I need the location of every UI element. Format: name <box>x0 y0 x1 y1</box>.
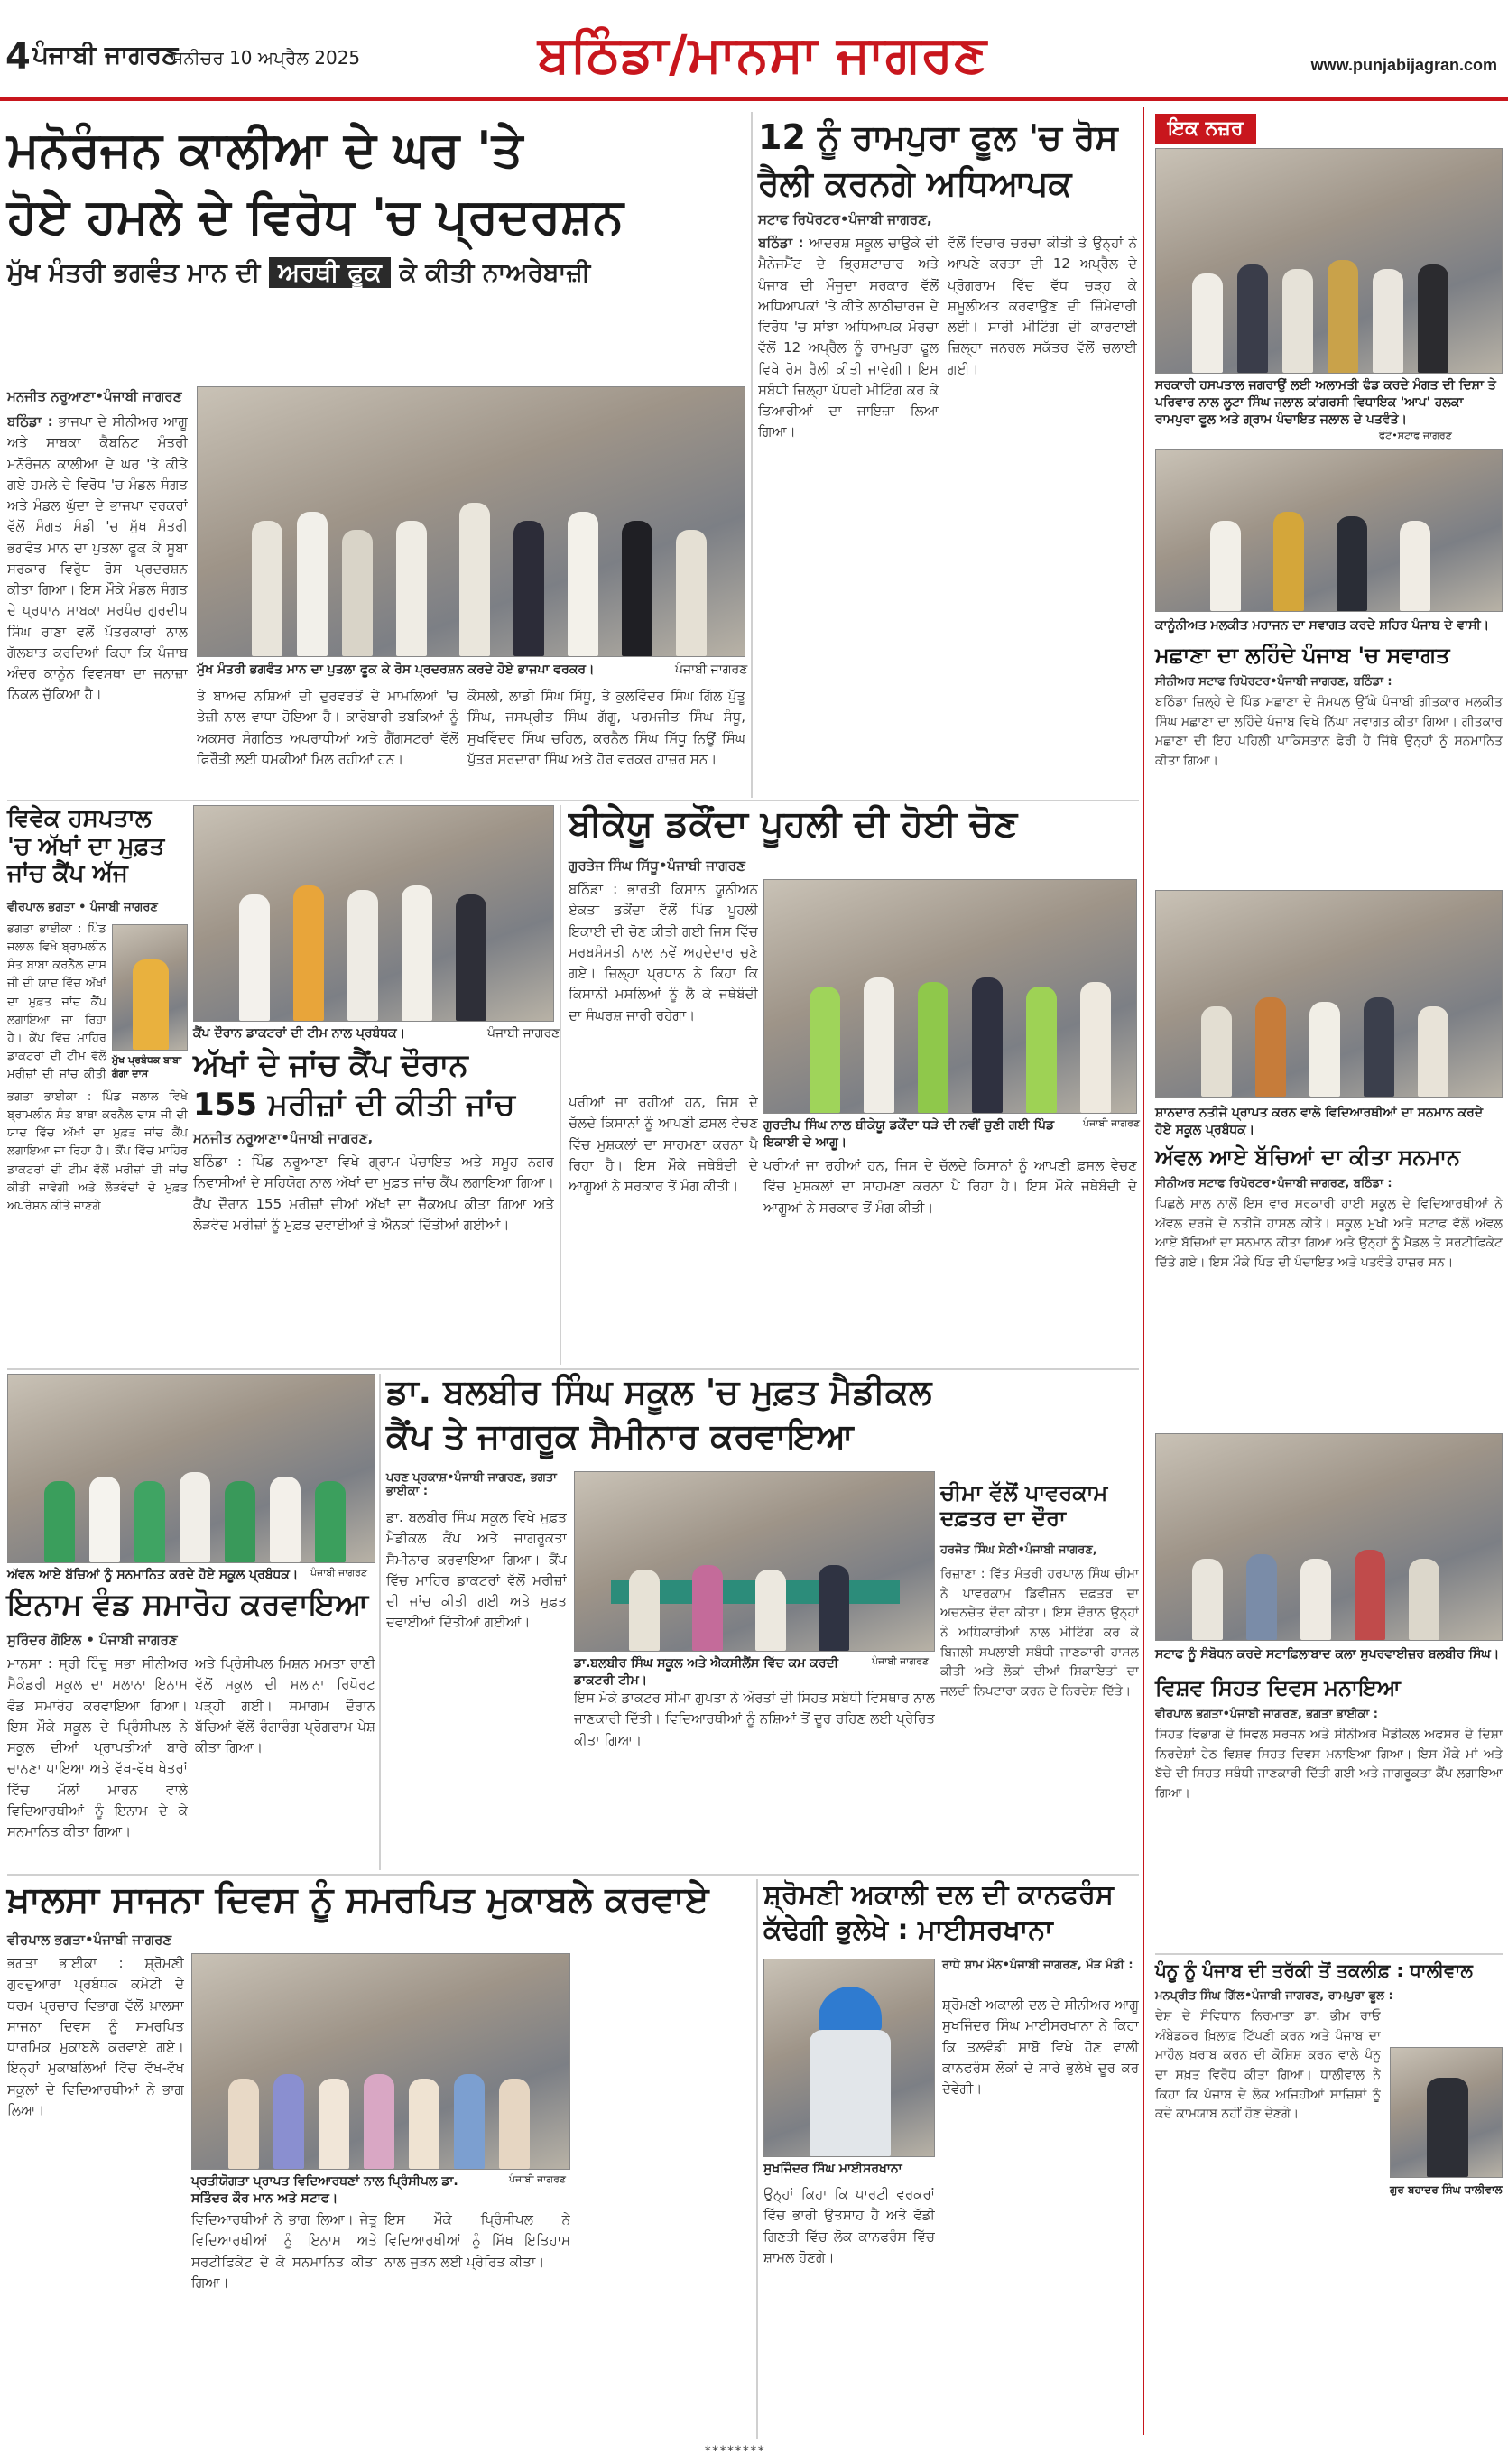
akali-byline: ਰਾਧੇ ਸ਼ਾਮ ਮੌਨ•ਪੰਜਾਬੀ ਜਾਗਰਣ, ਮੌੜ ਮੰਡੀ : <box>942 1959 1133 1972</box>
lead-body-col-4: ਕੌਂਸਲੀ, ਲਾਡੀ ਸਿੰਘ ਸਿੱਧੂ, ਤੇ ਕੁਲਵਿੰਦਰ ਸਿੰਘ ਗਿੱਲ ਪੁੱਤੂ ਸਿੰਘ, ਜਸਪ੍ਰੀਤ ਸਿੰਘ ਗੱਗੂ, ਪਰਮਜੀਤ ਸਿੰਘ ਸੰਧੂ, ਸੁਖਵਿੰਦਰ ਸਿੰਘ ਚਹਿਲ, ਕਰਨੈਲ ਸਿੰਘ ਸਿੱਧੂ ਨਿਊਂ ਸਿੰਘ ਪੁੱਤਰ ਸਰਦਾਰਾ ਸਿੰਘ ਅਤੇ ਹੋਰ ਵਰਕਰ ਹਾਜ਼ਰ ਸਨ। <box>467 688 745 767</box>
khalsa-byline: ਵੀਰਪਾਲ ਭਗਤਾ•ਪੰਜਾਬੀ ਜਾਗਰਣ <box>7 1931 172 1948</box>
welcome-body: ਬਠਿੰਡਾ ਜ਼ਿਲ੍ਹੇ ਦੇ ਪਿੰਡ ਮਛਾਣਾ ਦੇ ਜੰਮਪਲ ਉੱਘੇ ਪੰਜਾਬੀ ਗੀਤਕਾਰ ਮਲਕੀਤ ਸਿੰਘ ਮਛਾਣਾ ਦਾ ਲਹਿੰਦੇ ਪੰਜਾਬ ਵਿਖੇ ਨਿੱਘਾ ਸਵਾਗਤ ਕੀਤਾ ਗਿਆ। ਗੀਤਕਾਰ ਮਛਾਣਾ ਦੀ ਇਹ ਪਹਿਲੀ ਪਾਕਿਸਤਾਨ ਫੇਰੀ ਹੈ ਜਿੱਥੇ ਉਨ੍ਹਾਂ ਨੂੰ ਸਨਮਾਨਿਤ ਕੀਤਾ ਗਿਆ। <box>1155 695 1503 769</box>
prize-body-col-2: ਅਤੇ ਪ੍ਰਿੰਸੀਪਲ ਮਿਸ਼ਨ ਮਮਤਾ ਰਾਣੀ ਵੱਲੋਂ ਸਕੂਲ ਦੀ ਸਲਾਨਾ ਰਿਪੋਰਟ ਪੜ੍ਹੀ ਗਈ। ਸਮਾਗਮ ਦੌਰਾਨ ਬੱਚਿਆਂ ਵੱਲੋਂ ਰੰਗਾਰੰਗ ਪ੍ਰੋਗਰਾਮ ਪੇਸ਼ ਕੀਤਾ ਗਿਆ। <box>195 1655 375 1755</box>
eye-side-body: ਭਗਤਾ ਭਾਈਕਾ : ਪਿੰਡ ਜਲਾਲ ਵਿਖੇ ਬ੍ਰਾਮਲੀਨ ਸੰਤ ਬਾਬਾ ਕਰਨੈਲ ਦਾਸ ਜੀ ਦੀ ਯਾਦ ਵਿੱਚ ਅੱਖਾਂ ਦਾ ਮੁਫ਼ਤ ਜਾਂਚ ਕੈਂਪ ਲਗਾਇਆ ਜਾ ਰਿਹਾ ਹੈ। ਕੈਂਪ ਵਿੱਚ ਮਾਹਿਰ ਡਾਕਟਰਾਂ ਦੀ ਟੀਮ ਵੱਲੋਂ ਮਰੀਜ਼ਾਂ ਦੀ ਜਾਂਚ ਕੀਤੀ <box>7 922 106 1082</box>
eye-camp-headline-2: 155 ਮਰੀਜ਼ਾਂ ਦੀ ਕੀਤੀ ਜਾਂਚ <box>193 1087 515 1124</box>
footer-mark: ******** <box>704 2444 765 2459</box>
cheema-headline-1: ਚੀਮਾ ਵੱਲੋਂ ਪਾਵਰਕਾਮ <box>940 1480 1108 1505</box>
eye-side-head-3: ਜਾਂਚ ਕੈਂਪ ਅੱਜ <box>7 860 128 888</box>
lead-sub-pre: ਮੁੱਖ ਮੰਤਰੀ ਭਗਵੰਤ ਮਾਨ ਦੀ <box>7 257 261 288</box>
eye-camp-body: ਬਠਿੰਡਾ : ਪਿੰਡ ਨਰੂਆਣਾ ਵਿਖੇ ਗ੍ਰਾਮ ਪੰਚਾਇਤ ਅਤੇ ਸਮੂਹ ਨਗਰ ਨਿਵਾਸੀਆਂ ਦੇ ਸਹਿਯੋਗ ਨਾਲ ਅੱਖਾਂ ਦਾ ਮੁਫ਼ਤ ਜਾਂਚ ਕੈਂਪ ਲਗਾਇਆ ਗਿਆ। ਕੈਂਪ ਦੌਰਾਨ 155 ਮਰੀਜ਼ਾਂ ਦੀਆਂ ਅੱਖਾਂ ਦਾ ਚੈੱਕਅਪ ਕੀਤਾ ਗਿਆ ਅਤੇ ਲੋੜਵੰਦ ਮਰੀਜ਼ਾਂ ਨੂੰ ਮੁਫ਼ਤ ਦਵਾਈਆਂ ਤੇ ਐਨਕਾਂ ਦਿੱਤੀਆਂ ਗਈਆਂ। <box>193 1153 554 1233</box>
medical-byline: ਪਰਣ ਪ੍ਰਕਾਸ਼•ਪੰਜਾਬੀ ਜਾਗਰਣ, ਭਗਤਾ ਭਾਈਕਾ : <box>386 1471 557 1498</box>
column-rule-4 <box>756 1879 758 2439</box>
rally-byline: ਸਟਾਫ ਰਿਪੋਰਟਰ•ਪੰਜਾਬੀ ਜਾਗਰਣ, <box>758 211 932 227</box>
lead-byline: ਮਨਜੀਤ ਨਰੂਆਣਾ•ਪੰਜਾਬੀ ਜਾਗਰਣ <box>7 388 182 404</box>
bku-photo <box>763 879 1137 1114</box>
medical-body: ਡਾ. ਬਲਬੀਰ ਸਿੰਘ ਸਕੂਲ ਵਿਖੇ ਮੁਫ਼ਤ ਮੈਡੀਕਲ ਕੈਂਪ ਅਤੇ ਜਾਗਰੂਕਤਾ ਸੈਮੀਨਾਰ ਕਰਵਾਇਆ ਗਿਆ। ਕੈਂਪ ਵਿੱਚ ਮਾਹਿਰ ਡਾਕਟਰਾਂ ਵੱਲੋਂ ਮਰੀਜ਼ਾਂ ਦੀ ਜਾਂਚ ਕੀਤੀ ਗਈ ਅਤੇ ਮੁਫ਼ਤ ਦਵਾਈਆਂ ਦਿੱਤੀਆਂ ਗਈਆਂ। <box>386 1509 567 1631</box>
lead-sub-post: ਕੇ ਕੀਤੀ ਨਾਅਰੇਬਾਜ਼ੀ <box>399 257 591 288</box>
masthead <box>0 0 1508 107</box>
masthead-rule <box>0 97 1508 101</box>
prize-photo-caption: ਅੱਵਲ ਆਏ ਬੱਚਿਆਂ ਨੂੰ ਸਨਮਾਨਿਤ ਕਰਦੇ ਹੋਏ ਸਕੂਲ ਪ੍ਰਬੰਧਕ। <box>7 1568 299 1582</box>
brand-name: ਪੰਜਾਬੀ ਜਾਗਰਣ <box>32 40 179 69</box>
rally-headline-block <box>758 117 1137 204</box>
khalsa-body-col-3: ਇਸ ਮੌਕੇ ਪ੍ਰਿੰਸੀਪਲ ਨੇ ਵਿਦਿਆਰਥੀਆਂ ਨੂੰ ਸਿੱਖ ਇਤਿਹਾਸ ਨਾਲ ਜੁੜਨ ਲਈ ਪ੍ਰੇਰਿਤ ਕੀਤਾ। <box>384 2211 570 2270</box>
dhaliwal-headline: ਪੰਨੂ ਨੂੰ ਪੰਜਾਬ ਦੀ ਤਰੱਕੀ ਤੋਂ ਤਕਲੀਫ਼ : ਧਾਲੀਵਾਲ <box>1155 1959 1473 1981</box>
lead-headline-block <box>7 121 747 288</box>
eye-side-head-1: ਵਿਵੇਕ ਹਸਪਤਾਲ <box>7 805 152 832</box>
akali-body: ਸ਼੍ਰੋਮਣੀ ਅਕਾਲੀ ਦਲ ਦੇ ਸੀਨੀਅਰ ਆਗੂ ਸੁਖਜਿੰਦਰ ਸਿੰਘ ਮਾਈਸਰਖਾਨਾ ਨੇ ਕਿਹਾ ਕਿ ਤਲਵੰਡੀ ਸਾਬੋ ਵਿਖੇ ਹੋਣ ਵਾਲੀ ਕਾਨਫਰੰਸ ਲੋਕਾਂ ਦੇ ਸਾਰੇ ਭੁਲੇਖੇ ਦੂਰ ਕਰ ਦੇਵੇਗੀ। <box>942 1996 1139 2097</box>
akali-headline-block <box>763 1879 1139 1947</box>
rally-body-text: ਆਦਰਸ਼ ਸਕੂਲ ਚਾਉਕੇ ਦੀ ਮੈਨੇਜਮੈਂਟ ਦੇ ਭ੍ਰਿਸ਼ਟਾਚਾਰ ਅਤੇ ਪੰਜਾਬ ਦੀ ਮੌਜੂਦਾ ਸਰਕਾਰ ਵੱਲੋਂ ਅਧਿਆਪਕਾਂ 'ਤੇ ਕੀਤੇ ਲਾਠੀਚਾਰਜ ਦੇ ਵਿਰੋਧ 'ਚ ਸਾਂਝਾ ਅਧਿਆਪਕ ਮੋਰਚਾ ਵੱਲੋਂ 12 ਅਪ੍ਰੈਲ ਨੂੰ ਰਾਮਪੁਰਾ ਫੂਲ ਵਿਖੇ ਰੋਸ ਰੈਲੀ ਕੀਤੀ ਜਾਵੇਗੀ। ਇਸ ਸਬੰਧੀ ਜ਼ਿਲ੍ਹਾ ਪੱਧਰੀ ਮੀਟਿੰਗ ਕਰ ਕੇ ਤਿਆਰੀਆਂ ਦਾ ਜਾਇਜ਼ਾ ਲਿਆ ਗਿਆ। <box>758 235 939 440</box>
column-rule-2 <box>560 805 561 1365</box>
bku-photo-credit: ਪੰਜਾਬੀ ਜਾਗਰਣ <box>1083 1117 1141 1129</box>
medical-headline-block <box>386 1372 1108 1457</box>
bku-photo-caption: ਗੁਰਦੀਪ ਸਿੰਘ ਨਾਲ ਬੀਕੇਯੂ ਡਕੌਂਦਾ ਧੜੇ ਦੀ ਨਵੀਂ ਚੁਣੀ ਗਈ ਪਿੰਡ ਇਕਾਈ ਦੇ ਆਗੂ। <box>763 1118 1055 1150</box>
bku-body: ਬਠਿੰਡਾ : ਭਾਰਤੀ ਕਿਸਾਨ ਯੂਨੀਅਨ ਏਕਤਾ ਡਕੌਂਦਾ ਵੱਲੋਂ ਪਿੰਡ ਪੂਹਲੀ ਇਕਾਈ ਦੀ ਚੋਣ ਕੀਤੀ ਗਈ ਜਿਸ ਵਿੱਚ ਸਰਬਸੰਮਤੀ ਨਾਲ ਨਵੇਂ ਅਹੁਦੇਦਾਰ ਚੁਣੇ ਗਏ। ਜ਼ਿਲ੍ਹਾ ਪ੍ਰਧਾਨ ਨੇ ਕਿਹਾ ਕਿ ਕਿਸਾਨੀ ਮਸਲਿਆਂ ਨੂੰ ਲੈ ਕੇ ਜਥੇਬੰਦੀ ਦਾ ਸੰਘਰਸ਼ ਜਾਰੀ ਰਹੇਗਾ। <box>569 881 758 1024</box>
akali-body-col-2: ਉਨ੍ਹਾਂ ਕਿਹਾ ਕਿ ਪਾਰਟੀ ਵਰਕਰਾਂ ਵਿੱਚ ਭਾਰੀ ਉਤਸ਼ਾਹ ਹੈ ਅਤੇ ਵੱਡੀ ਗਿਣਤੀ ਵਿੱਚ ਲੋਕ ਕਾਨਫਰੰਸ ਵਿੱਚ ਸ਼ਾਮਲ ਹੋਣਗੇ। <box>763 2186 935 2265</box>
bku-byline: ਗੁਰਤੇਜ ਸਿੰਘ ਸਿੱਧੂ•ਪੰਜਾਬੀ ਜਾਗਰਣ <box>569 857 745 874</box>
lead-dateline: ਬਠਿੰਡਾ : <box>7 413 53 430</box>
dhaliwal-portrait-caption: ਗੁਰ ਬਹਾਦਰ ਸਿੰਘ ਧਾਲੀਵਾਲ <box>1390 2183 1503 2196</box>
rally-body-col-2: ਵੱਲੋਂ ਵਿਚਾਰ ਚਰਚਾ ਕੀਤੀ ਤੇ ਉਨ੍ਹਾਂ ਨੇ ਆਪਣੇ ਕਰਤਾ ਦੀ 12 ਅਪ੍ਰੈਲ ਦੇ ਪ੍ਰੋਗਰਾਮ ਵਿੱਚ ਵੱਧ ਚੜ੍ਹ ਕੇ ਸ਼ਮੂਲੀਅਤ ਕਰਵਾਉਣ ਦੀ ਜ਼ਿੰਮੇਵਾਰੀ ਲਈ। ਸਾਰੀ ਮੀਟਿੰਗ ਦੀ ਕਾਰਵਾਈ ਜ਼ਿਲ੍ਹਾ ਜਨਰਲ ਸਕੱਤਰ ਵੱਲੋਂ ਚਲਾਈ ਗਈ। <box>948 235 1137 377</box>
honor-headline: ਅੱਵਲ ਆਏ ਬੱਚਿਆਂ ਦਾ ਕੀਤਾ ਸਨਮਾਨ <box>1155 1144 1461 1170</box>
health-body: ਸਿਹਤ ਵਿਭਾਗ ਦੇ ਸਿਵਲ ਸਰਜਨ ਅਤੇ ਸੀਨੀਅਰ ਮੈਡੀਕਲ ਅਫਸਰ ਦੇ ਦਿਸ਼ਾ ਨਿਰਦੇਸ਼ਾਂ ਹੇਠ ਵਿਸ਼ਵ ਸਿਹਤ ਦਿਵਸ ਮਨਾਇਆ ਗਿਆ। ਇਸ ਮੌਕੇ ਮਾਂ ਅਤੇ ਬੱਚੇ ਦੀ ਸਿਹਤ ਸਬੰਧੀ ਜਾਣਕਾਰੀ ਦਿੱਤੀ ਗਈ ਅਤੇ ਜਾਗਰੂਕਤਾ ਕੈਂਪ ਲਗਾਇਆ ਗਿਆ। <box>1155 1728 1503 1802</box>
khalsa-photo <box>191 1953 570 2170</box>
eye-side-portrait-caption: ਮੁੱਖ ਪ੍ਰਬੰਧਕ ਬਾਬਾ ਗੰਗਾ ਦਾਸ <box>112 1054 182 1079</box>
khalsa-body-col-2: ਵਿਦਿਆਰਥੀਆਂ ਨੇ ਭਾਗ ਲਿਆ। ਜੇਤੂ ਵਿਦਿਆਰਥੀਆਂ ਨੂੰ ਇਨਾਮ ਅਤੇ ਸਰਟੀਫਿਕੇਟ ਦੇ ਕੇ ਸਨਮਾਨਿਤ ਕੀਤਾ ਗਿਆ। <box>191 2211 377 2291</box>
prize-photo <box>7 1374 375 1563</box>
akali-portrait-caption: ਸੁਖਜਿੰਦਰ ਸਿੰਘ ਮਾਈਸਰਖਾਨਾ <box>763 2162 902 2176</box>
dhaliwal-body: ਦੇਸ਼ ਦੇ ਸੰਵਿਧਾਨ ਨਿਰਮਾਤਾ ਡਾ. ਭੀਮ ਰਾਓ ਅੰਬੇਡਕਰ ਖ਼ਿਲਾਫ਼ ਟਿੱਪਣੀ ਕਰਨ ਅਤੇ ਪੰਜਾਬ ਦਾ ਮਾਹੌਲ ਖ਼ਰਾਬ ਕਰਨ ਦੀ ਕੋਸ਼ਿਸ਼ ਕਰਨ ਵਾਲੇ ਪੰਨੂ ਦਾ ਸਖ਼ਤ ਵਿਰੋਧ ਕੀਤਾ ਗਿਆ। ਧਾਲੀਵਾਲ ਨੇ ਕਿਹਾ ਕਿ ਪੰਜਾਬ ਦੇ ਲੋਕ ਅਜਿਹੀਆਂ ਸਾਜ਼ਿਸ਼ਾਂ ਨੂੰ ਕਦੇ ਕਾਮਯਾਬ ਨਹੀਂ ਹੋਣ ਦੇਣਗੇ। <box>1155 2009 1381 2122</box>
cheema-body: ਰਿਜ਼ਾਣਾ : ਵਿੱਤ ਮੰਤਰੀ ਹਰਪਾਲ ਸਿੰਘ ਚੀਮਾ ਨੇ ਪਾਵਰਕਾਮ ਡਿਵੀਜ਼ਨ ਦਫ਼ਤਰ ਦਾ ਅਚਨਚੇਤ ਦੌਰਾ ਕੀਤਾ। ਇਸ ਦੌਰਾਨ ਉਨ੍ਹਾਂ ਨੇ ਅਧਿਕਾਰੀਆਂ ਨਾਲ ਮੀਟਿੰਗ ਕਰ ਕੇ ਬਿਜਲੀ ਸਪਲਾਈ ਸਬੰਧੀ ਜਾਣਕਾਰੀ ਹਾਸਲ ਕੀਤੀ ਅਤੇ ਲੋਕਾਂ ਦੀਆਂ ਸ਼ਿਕਾਇਤਾਂ ਦਾ ਜਲਦੀ ਨਿਪਟਾਰਾ ਕਰਨ ਦੇ ਨਿਰਦੇਸ਼ ਦਿੱਤੇ। <box>940 1567 1139 1700</box>
prize-photo-credit: ਪੰਜਾਬੀ ਜਾਗਰਣ <box>310 1567 368 1579</box>
khalsa-body: ਭਗਤਾ ਭਾਈਕਾ : ਸ਼੍ਰੋਮਣੀ ਗੁਰਦੁਆਰਾ ਪ੍ਰਬੰਧਕ ਕਮੇਟੀ ਦੇ ਧਰਮ ਪ੍ਰਚਾਰ ਵਿਭਾਗ ਵੱਲੋਂ ਖ਼ਾਲਸਾ ਸਾਜਨਾ ਦਿਵਸ ਨੂੰ ਸਮਰਪਿਤ ਧਾਰਮਿਕ ਮੁਕਾਬਲੇ ਕਰਵਾਏ ਗਏ। ਇਨ੍ਹਾਂ ਮੁਕਾਬਲਿਆਂ ਵਿੱਚ ਵੱਖ-ਵੱਖ ਸਕੂਲਾਂ ਦੇ ਵਿਦਿਆਰਥੀਆਂ ਨੇ ਭਾਗ ਲਿਆ। <box>7 1955 184 2118</box>
eye-camp-byline: ਮਨਜੀਤ ਨਰੂਆਣਾ•ਪੰਜਾਬੀ ਜਾਗਰਣ, <box>193 1130 374 1146</box>
akali-headline-1: ਸ਼੍ਰੋਮਣੀ ਅਕਾਲੀ ਦਲ ਦੀ ਕਾਨਫਰੰਸ <box>763 1879 1114 1911</box>
sidebar-photo-4 <box>1155 1433 1503 1641</box>
khalsa-photo-credit: ਪੰਜਾਬੀ ਜਾਗਰਣ <box>509 2173 567 2185</box>
khalsa-photo-caption: ਪ੍ਰਤੀਯੋਗਤਾ ਪ੍ਰਾਪਤ ਵਿਦਿਆਰਥਣਾਂ ਨਾਲ ਪ੍ਰਿੰਸੀਪਲ ਡਾ. ਸਤਿੰਦਰ ਕੌਰ ਮਾਨ ਅਤੇ ਸਟਾਫ। <box>191 2174 458 2206</box>
sidebar-rule <box>1155 1953 1503 1955</box>
dhaliwal-byline: ਮਨਪ੍ਰੀਤ ਸਿੰਘ ਗਿੱਲ•ਪੰਜਾਬੀ ਜਾਗਰਣ, ਰਾਮਪੁਰਾ ਫੂਲ : <box>1155 1989 1393 2003</box>
bku-body-cont: ਪਰੀਆਂ ਜਾ ਰਹੀਆਂ ਹਨ, ਜਿਸ ਦੇ ਚੱਲਦੇ ਕਿਸਾਨਾਂ ਨੂੰ ਆਪਣੀ ਫ਼ਸਲ ਵੇਚਣ ਵਿੱਚ ਮੁਸ਼ਕਲਾਂ ਦਾ ਸਾਹਮਣਾ ਕਰਨਾ ਪੈ ਰਿਹਾ ਹੈ। ਇਸ ਮੌਕੇ ਜਥੇਬੰਦੀ ਦੇ ਆਗੂਆਂ ਨੇ ਸਰਕਾਰ ਤੋਂ ਮੰਗ ਕੀਤੀ। <box>569 1094 758 1194</box>
lead-headline-line-1: ਮਨੋਰੰਜਨ ਕਾਲੀਆ ਦੇ ਘਰ 'ਤੇ <box>7 121 523 178</box>
cheema-byline: ਹਰਜੋਤ ਸਿੰਘ ਸੇਠੀ•ਪੰਜਾਬੀ ਜਾਗਰਣ, <box>940 1543 1097 1557</box>
eye-side-head-2: 'ਚ ਅੱਖਾਂ ਦਾ ਮੁਫ਼ਤ <box>7 832 165 860</box>
sidebar-photo-1 <box>1155 148 1503 374</box>
akali-headline-2: ਕੱਢੇਗੀ ਭੁਲੇਖੇ : ਮਾਈਸਰਖਾਨਾ <box>763 1914 1053 1947</box>
honor-byline: ਸੀਨੀਅਰ ਸਟਾਫ ਰਿਪੋਰਟਰ•ਪੰਜਾਬੀ ਜਾਗਰਣ, ਬਠਿੰਡਾ : <box>1155 1177 1392 1190</box>
page-number: 4 <box>5 36 31 78</box>
section-rule-2 <box>7 1368 1139 1370</box>
medical-photo-caption: ਡਾ.ਬਲਬੀਰ ਸਿੰਘ ਸਕੂਲ ਅਤੇ ਐਕਸੀਲੈਂਸ ਵਿੱਚ ਕਮ ਕਰਦੀ ਡਾਕਟਰੀ ਟੀਮ। <box>574 1656 839 1688</box>
akali-portrait <box>763 1959 935 2157</box>
sidebar-caption-2: ਕਾਨੂੰਨੀਅਤ ਮਲਕੀਤ ਮਹਾਜਨ ਦਾ ਸਵਾਗਤ ਕਰਦੇ ਸ਼ਹਿਰ ਪੰਜਾਬ ਦੇ ਵਾਸੀ। <box>1155 618 1490 633</box>
health-headline: ਵਿਸ਼ਵ ਸਿਹਤ ਦਿਵਸ ਮਨਾਇਆ <box>1155 1675 1401 1700</box>
lead-subheadline <box>7 257 747 288</box>
health-byline: ਵੀਰਪਾਲ ਭਗਤਾ•ਪੰਜਾਬੀ ਜਾਗਰਣ, ਭਗਤਾ ਭਾਈਕਾ : <box>1155 1708 1378 1721</box>
rally-headline-line-2: ਰੈਲੀ ਕਰਨਗੇ ਅਧਿਆਪਕ <box>758 162 1072 203</box>
sidebar-caption-3: ਸ਼ਾਨਦਾਰ ਨਤੀਜੇ ਪ੍ਰਾਪਤ ਕਰਨ ਵਾਲੇ ਵਿਦਿਆਰਥੀਆਂ ਦਾ ਸਨਮਾਨ ਕਰਦੇ ਹੋਏ ਸਕੂਲ ਪ੍ਰਬੰਧਕ। <box>1155 1106 1484 1137</box>
sidebar-photo-2 <box>1155 449 1503 612</box>
rally-dateline: ਬਠਿੰਡਾ : <box>758 235 804 251</box>
eye-camp-photo <box>193 805 554 1022</box>
rally-body <box>758 233 939 792</box>
eye-camp-photo-caption: ਕੈਂਪ ਦੌਰਾਨ ਡਾਕਟਰਾਂ ਦੀ ਟੀਮ ਨਾਲ ਪ੍ਰਬੰਧਕ। <box>193 1026 406 1041</box>
section-rule-3 <box>7 1874 1139 1876</box>
welcome-headline: ਮਛਾਣਾ ਦਾ ਲਹਿੰਦੇ ਪੰਜਾਬ 'ਚ ਸਵਾਗਤ <box>1155 643 1450 668</box>
medical-headline-2: ਕੈਂਪ ਤੇ ਜਾਗਰੂਕ ਸੈਮੀਨਾਰ ਕਰਵਾਇਆ <box>386 1415 854 1456</box>
eye-camp-side-headline <box>7 805 188 888</box>
eye-side-body-cont: ਭਗਤਾ ਭਾਈਕਾ : ਪਿੰਡ ਜਲਾਲ ਵਿਖੇ ਬ੍ਰਾਮਲੀਨ ਸੰਤ ਬਾਬਾ ਕਰਨੈਲ ਦਾਸ ਜੀ ਦੀ ਯਾਦ ਵਿੱਚ ਅੱਖਾਂ ਦਾ ਮੁਫ਼ਤ ਜਾਂਚ ਕੈਂਪ ਲਗਾਇਆ ਜਾ ਰਿਹਾ ਹੈ। ਕੈਂਪ ਵਿੱਚ ਮਾਹਿਰ ਡਾਕਟਰਾਂ ਦੀ ਟੀਮ ਵੱਲੋਂ ਮਰੀਜ਼ਾਂ ਦੀ ਜਾਂਚ ਕੀਤੀ ਜਾਵੇਗੀ ਅਤੇ ਲੋੜਵੰਦਾਂ ਦੇ ਮੁਫ਼ਤ ਅਪਰੇਸ਼ਨ ਕੀਤੇ ਜਾਣਗੇ। <box>7 1090 188 1213</box>
lead-headline-line-2: ਹੋਏ ਹਮਲੇ ਦੇ ਵਿਰੋਧ 'ਚ ਪ੍ਰਦਰਸ਼ਨ <box>7 187 624 245</box>
lead-body <box>7 412 188 736</box>
sidebar-caption-4: ਸਟਾਫ ਨੂੰ ਸੰਬੋਧਨ ਕਰਦੇ ਸਟਾਫ਼ਿਲਾਬਾਦ ਕਲਾ ਸੁਪਰਵਾਈਜ਼ਰ ਬਲਬੀਰ ਸਿੰਘ। <box>1155 1647 1500 1662</box>
lead-body-col-3: ਤੇ ਬਾਅਦ ਨਸ਼ਿਆਂ ਦੀ ਦੁਰਵਰਤੋਂ ਦੇ ਮਾਮਲਿਆਂ 'ਚ ਤੇਜ਼ੀ ਨਾਲ ਵਾਧਾ ਹੋਇਆ ਹੈ। ਕਾਰੋਬਾਰੀ ਤਬਕਿਆਂ ਨੂੰ ਅਕਸਰ ਸੰਗਠਿਤ ਅਪਰਾਧੀਆਂ ਅਤੇ ਗੈਂਗਸਟਰਾਂ ਵੱਲੋਂ ਫਿਰੌਤੀ ਲਈ ਧਮਕੀਆਂ ਮਿਲ ਰਹੀਆਂ ਹਨ। <box>197 688 458 767</box>
site-url[interactable]: www.punjabijagran.com <box>1310 56 1497 74</box>
medical-headline-1: ਡਾ. ਬਲਬੀਰ ਸਿੰਘ ਸਕੂਲ 'ਚ ਮੁਫ਼ਤ ਮੈਡੀਕਲ <box>386 1372 932 1412</box>
sidebar-caption-1: ਸਰਕਾਰੀ ਹਸਪਤਾਲ ਜਗਰਾਉਂ ਲਈ ਅਲਾਮਤੀ ਫੰਡ ਕਰਦੇ ਮੰਗਤ ਦੀ ਦਿਸ਼ਾ ਤੇ ਪਰਿਵਾਰ ਨਾਲ ਲੂਟਾ ਸਿੰਘ ਜਲਾਲ ਕਾਂਗਰਸੀ ਵਿਧਾਇਕ 'ਆਪ' ਹਲਕਾ ਰਾਮਪੁਰਾ ਫੂਲ ਅਤੇ ਗ੍ਰਾਮ ਪੰਚਾਇਤ ਜਲਾਲ ਦੇ ਪਤਵੰਤੇ। <box>1155 378 1496 427</box>
bku-headline: ਬੀਕੇਯੂ ਡਕੌਂਦਾ ਪੂਹਲੀ ਦੀ ਹੋਈ ਚੋਣ <box>569 803 1018 845</box>
bku-body-col-2: ਪਰੀਆਂ ਜਾ ਰਹੀਆਂ ਹਨ, ਜਿਸ ਦੇ ਚੱਲਦੇ ਕਿਸਾਨਾਂ ਨੂੰ ਆਪਣੀ ਫ਼ਸਲ ਵੇਚਣ ਵਿੱਚ ਮੁਸ਼ਕਲਾਂ ਦਾ ਸਾਹਮਣਾ ਕਰਨਾ ਪੈ ਰਿਹਾ ਹੈ। ਇਸ ਮੌਕੇ ਜਥੇਬੰਦੀ ਦੇ ਆਗੂਆਂ ਨੇ ਸਰਕਾਰ ਤੋਂ ਮੰਗ ਕੀਤੀ। <box>763 1157 1137 1216</box>
lead-photo <box>197 386 745 657</box>
rally-headline-line-1: 12 ਨੂੰ ਰਾਮਪੁਰਾ ਫੂਲ 'ਚ ਰੋਸ <box>758 117 1118 157</box>
medical-photo <box>574 1471 935 1652</box>
sidebar-photo-3 <box>1155 890 1503 1098</box>
cheema-headline-block <box>940 1480 1139 1532</box>
medical-body-col-2: ਇਸ ਮੌਕੇ ਡਾਕਟਰ ਸੀਮਾ ਗੁਪਤਾ ਨੇ ਔਰਤਾਂ ਦੀ ਸਿਹਤ ਸਬੰਧੀ ਵਿਸਥਾਰ ਨਾਲ ਜਾਣਕਾਰੀ ਦਿੱਤੀ। ਵਿਦਿਆਰਥੀਆਂ ਨੂੰ ਨਸ਼ਿਆਂ ਤੋਂ ਦੂਰ ਰਹਿਣ ਲਈ ਪ੍ਰੇਰਿਤ ਕੀਤਾ ਗਿਆ। <box>574 1690 935 1748</box>
dhaliwal-portrait <box>1390 2047 1503 2178</box>
lead-photo-caption: ਮੁੱਖ ਮੰਤਰੀ ਭਗਵੰਤ ਮਾਨ ਦਾ ਪੁਤਲਾ ਫੂਕ ਕੇ ਰੋਸ ਪ੍ਰਦਰਸ਼ਨ ਕਰਦੇ ਹੋਏ ਭਾਜਪਾ ਵਰਕਰ। <box>197 662 595 677</box>
column-rule-3 <box>379 1374 381 1870</box>
eye-camp-headline-1: ਅੱਖਾਂ ਦੇ ਜਾਂਚ ਕੈਂਪ ਦੌਰਾਨ <box>193 1047 468 1083</box>
eye-side-byline: ਵੀਰਪਾਲ ਭਗਤਾ • ਪੰਜਾਬੀ ਜਾਗਰਣ <box>7 901 158 914</box>
edition-title: ਬਠਿੰਡਾ/ਮਾਨਸਾ ਜਾਗਰਣ <box>538 25 988 84</box>
prize-headline: ਇਨਾਮ ਵੰਡ ਸਮਾਰੋਹ ਕਰਵਾਇਆ <box>7 1587 369 1623</box>
welcome-byline: ਸੀਨੀਅਰ ਸਟਾਫ ਰਿਪੋਰਟਰ•ਪੰਜਾਬੀ ਜਾਗਰਣ, ਬਠਿੰਡਾ : <box>1155 675 1392 689</box>
eye-camp-headline-block <box>193 1047 563 1123</box>
eye-camp-photo-credit: ਪੰਜਾਬੀ ਜਾਗਰਣ <box>487 1026 560 1041</box>
prize-byline: ਸੁਰਿੰਦਰ ਗੋਇਲ • ਪੰਜਾਬੀ ਜਾਗਰਣ <box>7 1632 178 1648</box>
lead-photo-credit: ਪੰਜਾਬੀ ਜਾਗਰਣ <box>675 662 748 677</box>
cheema-headline-2: ਦਫ਼ਤਰ ਦਾ ਦੌਰਾ <box>940 1505 1066 1532</box>
lead-body-text: ਭਾਜਪਾ ਦੇ ਸੀਨੀਅਰ ਆਗੂ ਅਤੇ ਸਾਬਕਾ ਕੈਬਨਿਟ ਮੰਤਰੀ ਮਨੋਰੰਜਨ ਕਾਲੀਆ ਦੇ ਘਰ 'ਤੇ ਕੀਤੇ ਗਏ ਹਮਲੇ ਦੇ ਵਿਰੋਧ 'ਚ ਮੰਡਲ ਸੰਗਤ ਅਤੇ ਮੰਡਲ ਘੁੱਦਾ ਦੇ ਭਾਜਪਾ ਵਰਕਰਾਂ ਵੱਲੋਂ ਸੰਗਤ ਮੰਡੀ 'ਚ ਮੁੱਖ ਮੰਤਰੀ ਭਗਵੰਤ ਮਾਨ ਦਾ ਪੁਤਲਾ ਫੂਕ ਕੇ ਸੂਬਾ ਸਰਕਾਰ ਵਿਰੁੱਧ ਰੋਸ ਪ੍ਰਦਰਸ਼ਨ ਕੀਤਾ ਗਿਆ। ਇਸ ਮੌਕੇ ਮੰਡਲ ਸੰਗਤ ਦੇ ਪ੍ਰਧਾਨ ਸਾਬਕਾ ਸਰਪੰਚ ਗੁਰਦੀਪ ਸਿੰਘ ਰਾਣਾ ਵਲੋਂ ਪੱਤਰਕਾਰਾਂ ਨਾਲ ਗੱਲਬਾਤ ਕਰਦਿਆਂ ਕਿਹਾ ਕਿ ਪੰਜਾਬ ਅੰਦਰ ਕਾਨੂੰਨ ਵਿਵਸਥਾ ਦਾ ਜਨਾਜ਼ਾ ਨਿਕਲ ਚੁੱਕਿਆ ਹੈ। <box>7 413 188 703</box>
honor-body: ਪਿਛਲੇ ਸਾਲ ਨਾਲੋਂ ਇਸ ਵਾਰ ਸਰਕਾਰੀ ਹਾਈ ਸਕੂਲ ਦੇ ਵਿਦਿਆਰਥੀਆਂ ਨੇ ਅੱਵਲ ਦਰਜੇ ਦੇ ਨਤੀਜੇ ਹਾਸਲ ਕੀਤੇ। ਸਕੂਲ ਮੁਖੀ ਅਤੇ ਸਟਾਫ ਵੱਲੋਂ ਅੱਵਲ ਆਏ ਬੱਚਿਆਂ ਦਾ ਸਨਮਾਨ ਕੀਤਾ ਗਿਆ ਅਤੇ ਉਨ੍ਹਾਂ ਨੂੰ ਮੈਡਲ ਤੇ ਸਰਟੀਫਿਕੇਟ ਦਿੱਤੇ ਗਏ। ਇਸ ਮੌਕੇ ਪਿੰਡ ਦੀ ਪੰਚਾਇਤ ਅਤੇ ਪਤਵੰਤੇ ਹਾਜ਼ਰ ਸਨ। <box>1155 1197 1503 1271</box>
ik-nazar-tag: ਇਕ ਨਜ਼ਰ <box>1155 114 1256 144</box>
ik-nazar-sidebar <box>1143 107 1508 2435</box>
eye-side-portrait <box>112 924 188 1051</box>
section-rule-1 <box>7 800 1139 801</box>
khalsa-headline: ਖ਼ਾਲਸਾ ਸਾਜਨਾ ਦਿਵਸ ਨੂੰ ਸਮਰਪਿਤ ਮੁਕਾਬਲੇ ਕਰਵਾਏ <box>7 1879 709 1921</box>
lead-sub-kicker: ਅਰਥੀ ਫੂਕ <box>269 257 391 288</box>
column-rule <box>751 112 753 798</box>
medical-photo-credit: ਪੰਜਾਬੀ ਜਾਗਰਣ <box>872 1655 930 1667</box>
prize-body: ਮਾਨਸਾ : ਸ੍ਰੀ ਹਿੰਦੂ ਸਭਾ ਸੀਨੀਅਰ ਸੈਕੰਡਰੀ ਸਕੂਲ ਦਾ ਸਲਾਨਾ ਇਨਾਮ ਵੰਡ ਸਮਾਰੋਹ ਕਰਵਾਇਆ ਗਿਆ। ਇਸ ਮੌਕੇ ਸਕੂਲ ਦੇ ਪ੍ਰਿੰਸੀਪਲ ਨੇ ਸਕੂਲ ਦੀਆਂ ਪ੍ਰਾਪਤੀਆਂ ਬਾਰੇ ਚਾਨਣਾ ਪਾਇਆ ਅਤੇ ਵੱਖ-ਵੱਖ ਖੇਤਰਾਂ ਵਿੱਚ ਮੱਲਾਂ ਮਾਰਨ ਵਾਲੇ ਵਿਦਿਆਰਥੀਆਂ ਨੂੰ ਇਨਾਮ ਦੇ ਕੇ ਸਨਮਾਨਿਤ ਕੀਤਾ ਗਿਆ। <box>7 1655 188 1839</box>
issue-date: ਸਨੀਚਰ 10 ਅਪ੍ਰੈਲ 2025 <box>171 47 361 69</box>
sidebar-credit-1: ਫੋਟੋ•ਸਟਾਫ ਜਾਗਰਣ <box>1379 430 1452 441</box>
